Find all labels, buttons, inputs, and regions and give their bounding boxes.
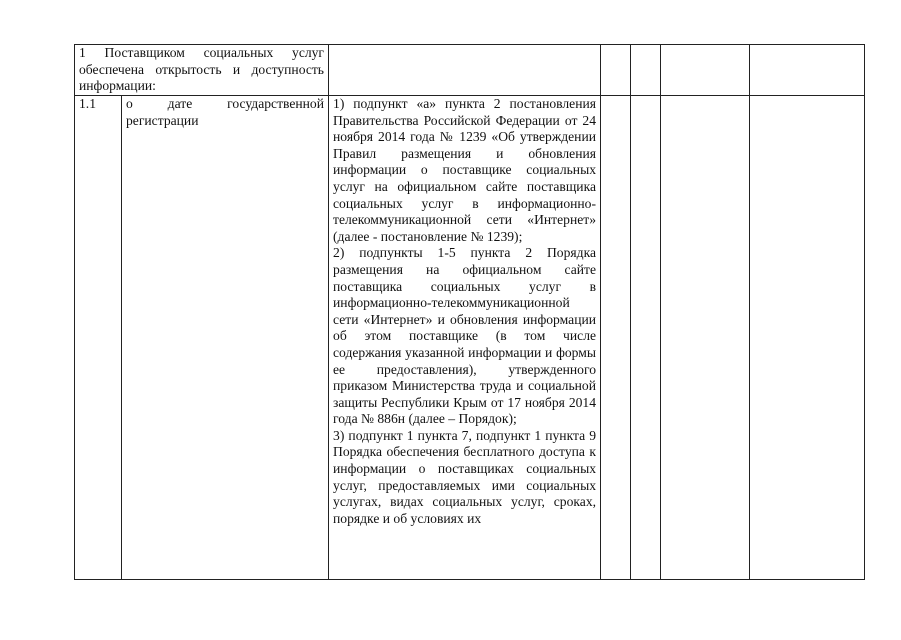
section-title: 1 Поставщиком социальных услуг обеспечена открытость и доступность информации:	[79, 45, 325, 94]
normative-paragraph-1: 1) подпункт «а» пункта 2 постановления Правительства Российской Федерации от 24 ноября 2014 года № 1239 «Об утверждении Правил размещения и обновления информации о поставщике социальных услуг на официальном сайте поставщика социальных услуг в информационно-телекоммуникационной сети «Интернет» (далее - постановление № 1239);	[333, 96, 597, 244]
section-title-cell	[75, 45, 329, 96]
section-row	[75, 45, 865, 96]
empty-cell	[750, 96, 865, 580]
empty-cell	[750, 45, 865, 96]
empty-cell	[631, 96, 661, 580]
normative-basis-cell	[329, 96, 601, 580]
item-row	[75, 96, 865, 580]
empty-cell	[601, 45, 631, 96]
empty-cell	[329, 45, 601, 96]
empty-cell	[631, 45, 661, 96]
item-number: 1.1	[79, 96, 96, 111]
normative-paragraph-2: 2) подпункты 1-5 пункта 2 Порядка размещения на официальном сайте поставщика социальных услуг в информационно-телекоммуникационной сети «Интернет» и обновления информации об этом поставщике (в том числе содержания указанной информации и формы ее предоставления), утвержденного приказом Министерства труда и социальной защиты Республики Крым от 17 ноября 2014 года № 886н (далее – Порядок);	[333, 245, 597, 427]
normative-paragraph-3: 3) подпункт 1 пункта 7, подпункт 1 пункта 9 Порядка обеспечения бесплатного доступа к информации о поставщиках социальных услуг, предоставляемых ими социальных услугах, видах социальных услуг, сроках, порядке и об условиях их	[333, 427, 597, 526]
empty-cell	[661, 96, 750, 580]
empty-cell	[601, 96, 631, 580]
criteria-table	[74, 44, 865, 580]
criterion-cell	[122, 96, 329, 580]
item-number-cell	[75, 96, 122, 580]
empty-cell	[661, 45, 750, 96]
criterion-text: о дате государственной регистрации	[126, 96, 325, 128]
